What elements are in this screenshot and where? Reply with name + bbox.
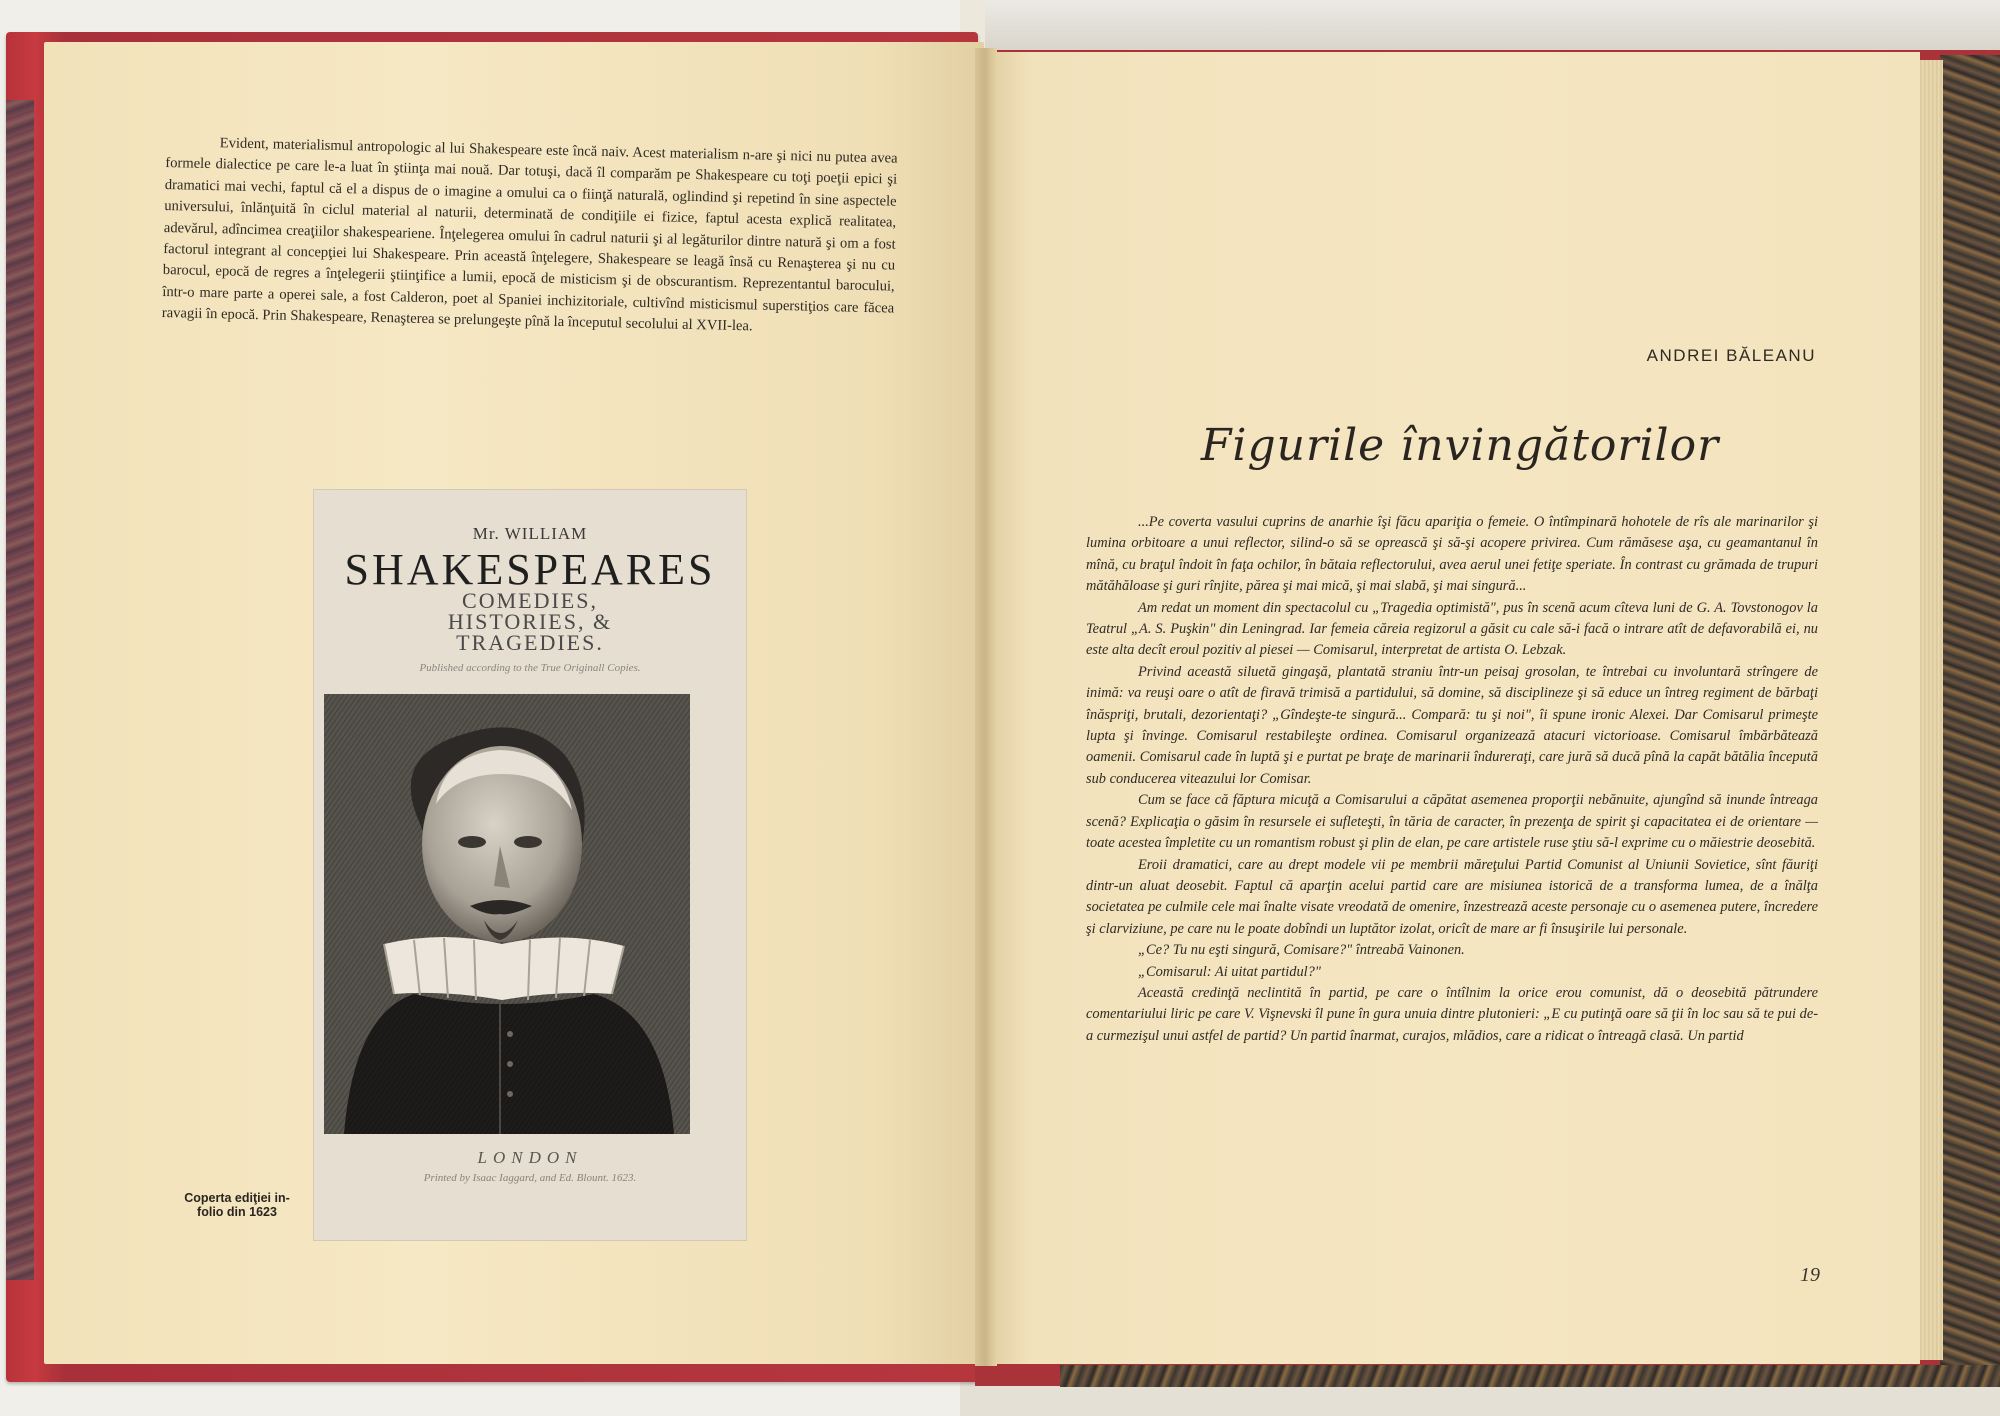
plate-top-line: Mr. WILLIAM	[472, 524, 588, 543]
article-paragraph: Cum se face că făptura micuţă a Comisarului a căpătat asemenea proporţii nebănuite, ajungînd să inunde întreaga scenă? Explicaţia o găsim în resursele ei sufleteşti, în tăria de caracter, în prezenţa de spirit şi capacitatea ei de orientare — toate acestea împletite cu un romantism robust şi plin de elan, pe care artistele ruse ştiu să-l exprime cu o măiestrie deosebită.	[1086, 792, 1818, 852]
plate-subtitle-line: HISTORIES, &	[447, 609, 613, 634]
article-paragraph: „Comisarul: Ai uitat partidul?"	[1138, 963, 1321, 980]
article-paragraph: „Ce? Tu nu eşti singură, Comisare?" întreabă Vainonen.	[1138, 942, 1465, 959]
book-gutter	[975, 48, 997, 1366]
title-page-illustration	[314, 490, 746, 1240]
plate-subtitle	[314, 590, 746, 653]
page-number: 19	[1800, 1264, 1820, 1286]
plate-subtitle-line: TRAGEDIES.	[456, 630, 604, 655]
left-page-paragraph: Evident, materialismul antropologic al lui Shakespeare este încă naiv. Acest materialism n-are şi nici nu putea avea formele dialectice pe care le-a luat în ştiinţa mai nouă. Dar totuşi, dacă îl comparăm pe Shakespeare cu toţi poeţii epici şi dramatici mai vechi, faptul că el a dispus de o imagine a omului ca o fiinţă naturală, oglindind şi repetind în sine aspectele universului, înlănţuită în ciclul material al naturii, determinată de condiţiile ei fizice, faptul acesta explică realitatea, adevărul, adîncimea creaţiilor shakespeariene. Înţelegerea omului în cadrul naturii şi al legăturilor dintre natură şi om a fost factorul integrant al concepţiei lui Shakespeare. Prin această înţelegere, Shakespeare se leagă însă cu Renaşterea şi nu cu barocul, epocă de regres a înţelegerii ştiinţifice a lumii, epocă de misticism şi de obscurantism. Reprezentantul barocului, într-o mare parte a operei sale, a fost Calderon, poet al Spaniei inchizitoriale, cultivînd misticismul superstiţios care făcea ravagii în epocă. Prin Shakespeare, Renaşterea se prelungeşte pînă la începutul secolului al XVII-lea.	[161, 135, 898, 335]
shakespeare-portrait	[324, 694, 690, 1134]
marbled-edge-bottom	[1060, 1365, 2000, 1387]
right-page-body	[1086, 512, 1818, 1047]
left-page-body	[162, 132, 898, 341]
illustration-caption: Coperta ediţiei in-folio din 1623	[184, 1191, 290, 1219]
marbled-edge-right	[1940, 55, 2000, 1380]
article-author: ANDREI BĂLEANU	[1646, 346, 1816, 365]
article-paragraph: Am redat un moment din spectacolul cu „Tragedia optimistă", pus în scenă acum cîteva luni de G. A. Tovstonogov la Teatrul „A. S. Puşkin" din Leningrad. Iar femeia căreia regizorul a găsit cu cale să-i facă o intrare atît de defavorabilă ei, nu este alta decît eroul pozitiv al piesei — Comisarul, interpretat de artista O. Lebzak.	[1086, 599, 1818, 659]
plate-published-line: Published according to the True Originall Copies.	[419, 662, 641, 674]
plate-place: LONDON	[477, 1148, 583, 1167]
plate-title: SHAKESPEARES	[344, 545, 716, 594]
marbled-spine-left	[6, 100, 34, 1280]
article-paragraph: ...Pe coverta vasului cuprins de anarhie îşi făcu apariţia o femeie. O întîmpinară hohotele de rîs ale marinarilor şi lumina orbitoare a unui reflector, silind-o să se oprească şi să-şi acopere privirea. Cum rămăsese aşa, cu geamantanul în mînă, cu braţul îndoit în faţa ochilor, în bătaia reflectorului, avea aerul unei fetiţe speriate. În contrast cu grămada de trupuri mătăhăloase şi guri rînjite, părea şi mai mică, şi mai slabă, şi mai singură...	[1086, 514, 1818, 595]
portrait-engraving-icon	[324, 694, 690, 1134]
article-paragraph: Eroii dramatici, care au drept modele vii pe membrii măreţului Partid Comunist al Uniunii Sovietice, sînt făuriţi dintr-un aluat deosebit. Faptul că aparţin acelui partid care are misiunea istorică de a transforma lumea, de a înălţa societatea pe culmile cele mai înalte visate vreodată de omenire, înzestrează aceste personaje cu o asemenea putere, încredere şi clarviziune, pe care nu le poate dobîndi un luptător izolat, oricît de mare ar fi însuşirile lui personale.	[1086, 856, 1818, 937]
article-paragraph: Privind această siluetă gingaşă, plantată straniu într-un peisaj grosolan, te întrebai cu involuntară strîngere de inimă: va reuşi oare o atît de firavă trimisă a partidului, să domine, să disciplineze şi să educe un întreg regiment de bărbaţi înăspriţi, brutali, dezorientaţi? „Gîndeşte-te singură... Compară: tu şi noi", îi spune ironic Alexei. Dar Comisarul primeşte lupta şi învinge. Comisarul restabileşte ordinea. Comisarul organizează atacuri victorioase. Comisarul îmbărbătează oamenii. Comisarul cade în luptă şi e purtat pe braţe de marinarii îndureraţi, care jură să ducă pînă la capăt bătălia începută sub conducerea viteazului lor Comisar.	[1086, 663, 1818, 787]
article-paragraph: Această credinţă neclintită în partid, pe care o întîlnim la orice erou comunist, dă o deosebită pătrundere comentariului liric pe care V. Vişnevski îl pune în gura unuia dintre plutonieri: „E cu putinţă oare să ţii în loc sau să te pui de-a curmezişul unui astfel de partid? Un partid înarmat, curajos, mlădios, care a ridicat o întreagă clasă. Un partid	[1086, 984, 1818, 1044]
plate-printed-line: Printed by Isaac Iaggard, and Ed. Blount. 1623.	[423, 1172, 637, 1184]
article-title: Figurile învingătorilor	[1200, 420, 1720, 471]
plate-subtitle-line: COMEDIES,	[462, 588, 598, 613]
background-right-top	[985, 0, 2000, 52]
